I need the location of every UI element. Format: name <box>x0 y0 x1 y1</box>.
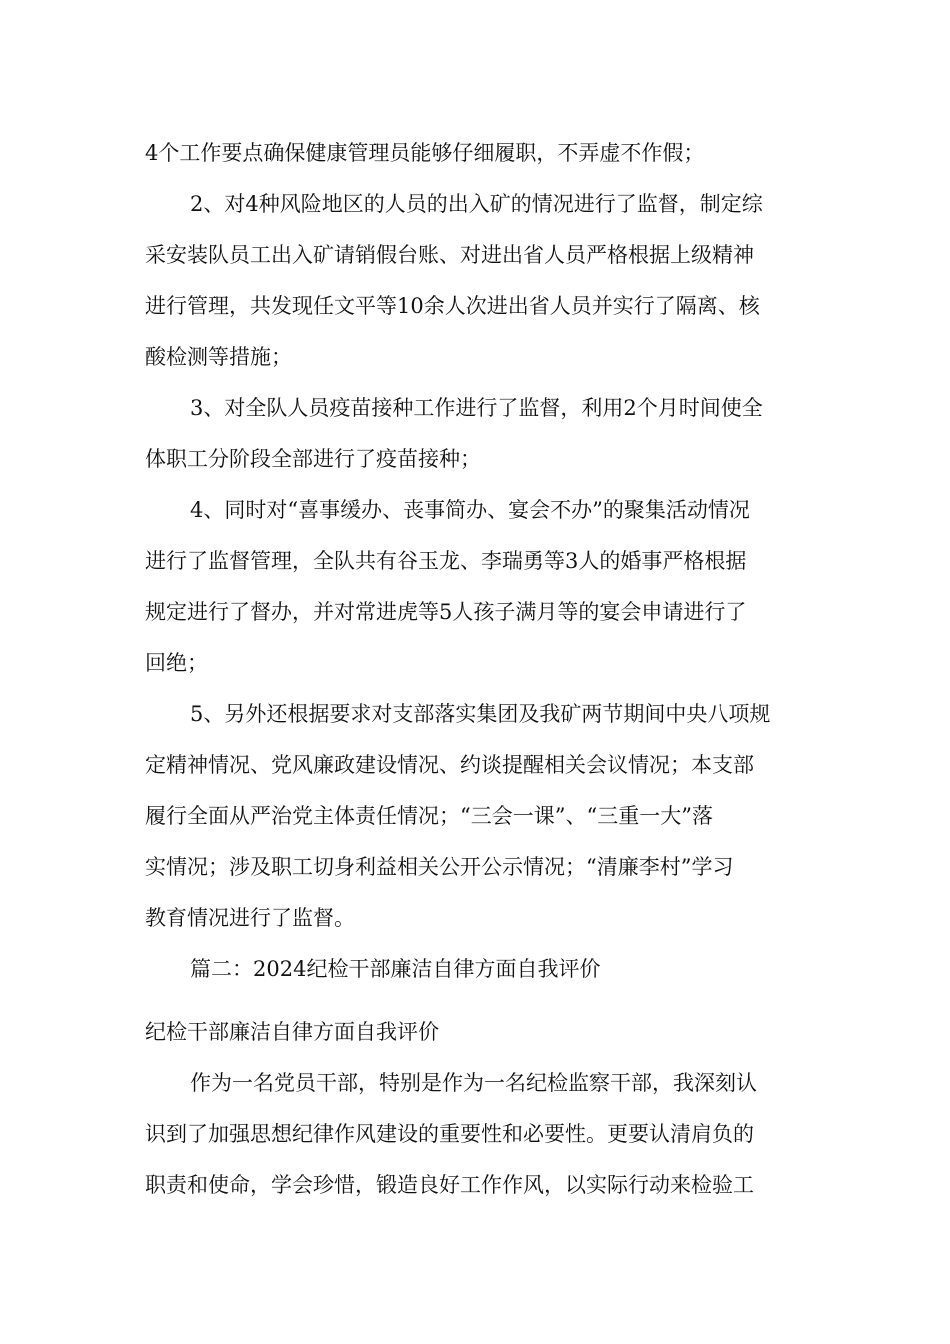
text-line: 2、对4种风险地区的人员的出入矿的情况进行了监督，制定综 <box>190 192 763 216</box>
text-line: 4个工作要点确保健康管理员能够仔细履职，不弄虚不作假； <box>145 141 705 165</box>
text-line: 定精神情况、党风廉政建设情况、约谈提醒相关会议情况；本支部 <box>145 753 754 777</box>
text-line: 进行管理，共发现任文平等10余人次进出省人员并实行了隔离、核 <box>145 294 760 318</box>
text-line: 体职工分阶段全部进行了疫苗接种； <box>145 447 481 471</box>
document-page <box>145 128 815 1211</box>
section-heading: 篇二：2024纪检干部廉洁自律方面自我评价 <box>190 957 601 981</box>
blank-spacer <box>145 995 815 1007</box>
text-line: 识到了加强思想纪律作风建设的重要性和必要性。更要认清肩负的 <box>145 1122 754 1146</box>
text-line: 回绝； <box>145 651 208 675</box>
text-line: 实情况；涉及职工切身利益相关公开公示情况；“清廉李村”学习 <box>145 855 734 879</box>
text-line: 履行全面从严治党主体责任情况；“三会一课”、“三重一大”落 <box>145 804 713 828</box>
text-line: 5、另外还根据要求对支部落实集团及我矿两节期间中央八项规 <box>190 702 771 726</box>
text-line: 3、对全队人员疫苗接种工作进行了监督，利用2个月时间使全 <box>190 396 763 420</box>
text-line: 规定进行了督办，并对常进虎等5人孩子满月等的宴会申请进行了 <box>145 600 747 624</box>
text-line: 职责和使命，学会珍惜，锻造良好工作作风，以实际行动来检验工 <box>145 1173 754 1197</box>
text-line: 采安装队员工出入矿请销假台账、对进出省人员严格根据上级精神 <box>145 243 754 267</box>
text-line: 教育情况进行了监督。 <box>145 906 355 930</box>
article-title: 纪检干部廉洁自律方面自我评价 <box>145 1020 439 1044</box>
text-line: 作为一名党员干部，特别是作为一名纪检监察干部，我深刻认 <box>190 1071 757 1095</box>
text-line: 4、同时对“喜事缓办、丧事简办、宴会不办”的聚集活动情况 <box>190 498 750 522</box>
text-line: 酸检测等措施； <box>145 345 292 369</box>
text-line: 进行了监督管理，全队共有谷玉龙、李瑞勇等3人的婚事严格根据 <box>145 549 747 573</box>
